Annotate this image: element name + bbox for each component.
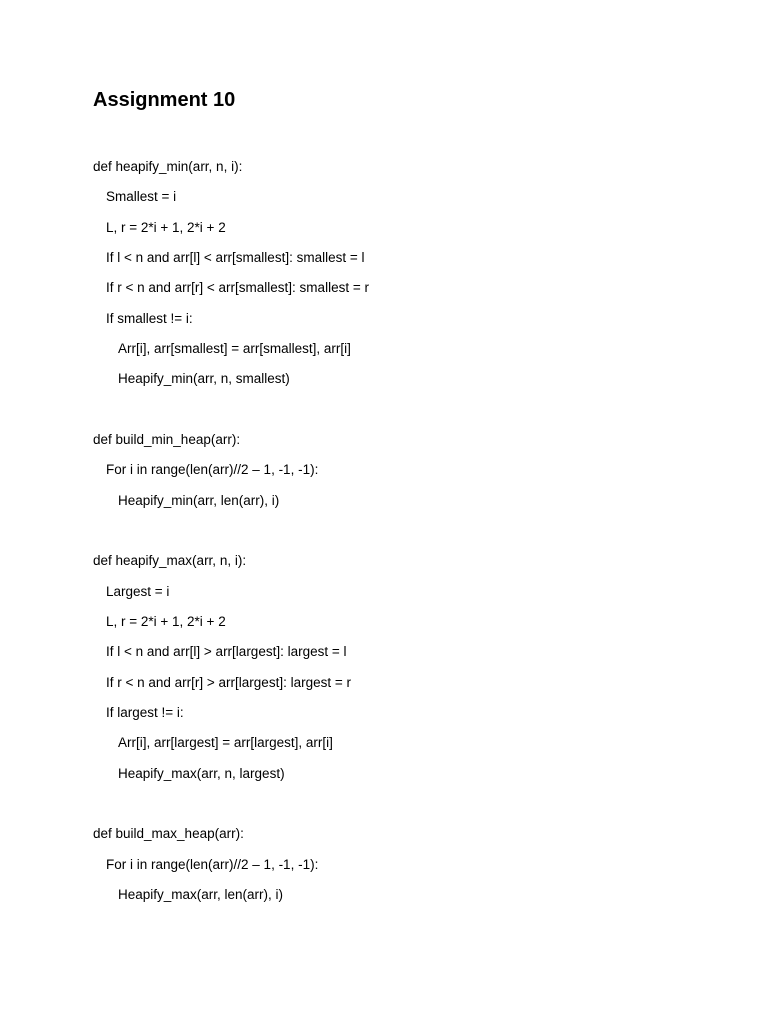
code-line: Smallest = i xyxy=(106,189,177,205)
code-listing xyxy=(93,152,713,910)
code-line: Largest = i xyxy=(106,583,170,599)
code-line: If l < n and arr[l] < arr[smallest]: smallest = l xyxy=(106,249,365,265)
document-title: Assignment 10 xyxy=(93,89,236,111)
code-line: If smallest != i: xyxy=(106,310,193,326)
code-line: Heapify_min(arr, len(arr), i) xyxy=(118,492,280,508)
code-line: Heapify_min(arr, n, smallest) xyxy=(118,371,290,387)
code-line: Heapify_max(arr, n, largest) xyxy=(118,765,285,781)
code-line: If l < n and arr[l] > arr[largest]: largest = l xyxy=(106,644,347,660)
blank-line xyxy=(93,516,713,546)
code-line: If r < n and arr[r] < arr[smallest]: smallest = r xyxy=(106,280,369,296)
code-line: def heapify_max(arr, n, i): xyxy=(93,553,247,569)
code-line: def build_max_heap(arr): xyxy=(93,826,244,842)
code-line: Heapify_max(arr, len(arr), i) xyxy=(118,886,284,902)
code-line: L, r = 2*i + 1, 2*i + 2 xyxy=(106,219,226,235)
code-line: def heapify_min(arr, n, i): xyxy=(93,159,243,174)
code-line: Arr[i], arr[largest] = arr[largest], arr[i] xyxy=(118,735,333,751)
code-line: If r < n and arr[r] > arr[largest]: largest = r xyxy=(106,674,351,690)
code-line: L, r = 2*i + 1, 2*i + 2 xyxy=(106,613,226,629)
code-line: def build_min_heap(arr): xyxy=(93,431,241,447)
blank-line xyxy=(93,789,713,819)
code-line: Arr[i], arr[smallest] = arr[smallest], arr[i] xyxy=(118,340,351,356)
code-line: For i in range(len(arr)//2 – 1, -1, -1): xyxy=(106,462,319,478)
code-line: If largest != i: xyxy=(106,704,184,720)
code-line: For i in range(len(arr)//2 – 1, -1, -1): xyxy=(106,856,319,872)
blank-line xyxy=(93,395,713,425)
